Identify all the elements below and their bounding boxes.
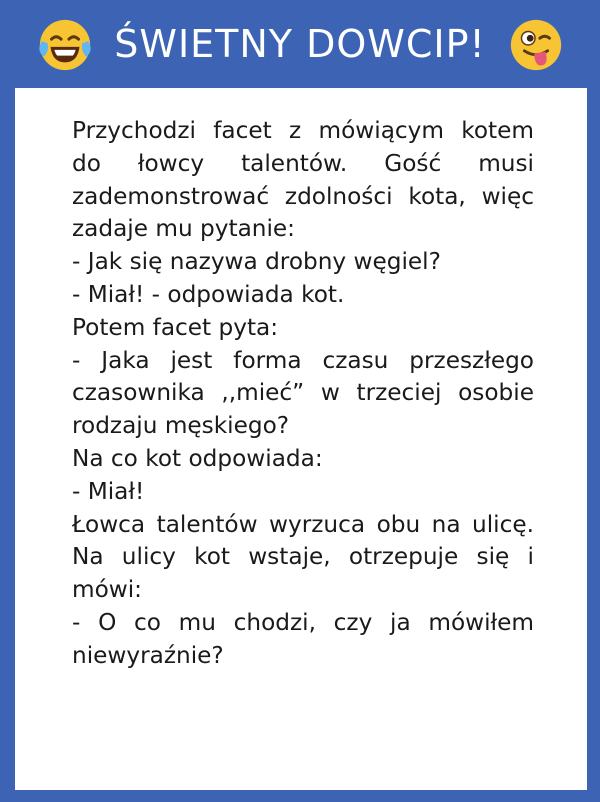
joke-line: zademonstrować zdolności kota, więc xyxy=(72,182,534,210)
joke-card xyxy=(15,88,587,790)
joke-line: niewyraźnie? xyxy=(72,641,224,669)
laughing-tears-emoji-icon xyxy=(36,16,94,74)
joke-line: - Miał! xyxy=(72,477,145,505)
joke-line: czasownika ,,mieć” w trzeciej osobie xyxy=(72,379,534,407)
page-title: ŚWIETNY DOWCIP! xyxy=(114,22,486,66)
header-banner xyxy=(0,0,600,88)
joke-line: rodzaju męskiego? xyxy=(72,412,290,440)
joke-line: Łowca talentów wyrzuca obu na ulicę. xyxy=(72,510,534,538)
joke-line: Przychodzi facet z mówiącym kotem xyxy=(72,117,534,144)
joke-line: - Miał! - odpowiada kot. xyxy=(72,280,345,308)
joke-line: Na ulicy kot wstaje, otrzepuje się i xyxy=(72,543,534,571)
joke-text xyxy=(72,115,534,673)
joke-line: zadaje mu pytanie: xyxy=(72,215,295,243)
joke-line: Potem facet pyta: xyxy=(72,313,279,341)
joke-line: - Jak się nazywa drobny węgiel? xyxy=(72,248,441,276)
joke-line: mówi: xyxy=(72,576,142,604)
winking-tongue-emoji-icon xyxy=(507,16,565,74)
joke-line: do łowcy talentów. Gość musi xyxy=(72,149,534,177)
joke-line: - Jaka jest forma czasu przeszłego xyxy=(72,346,534,374)
joke-line: - O co mu chodzi, czy ja mówiłem xyxy=(72,608,534,636)
joke-line: Na co kot odpowiada: xyxy=(72,444,323,472)
